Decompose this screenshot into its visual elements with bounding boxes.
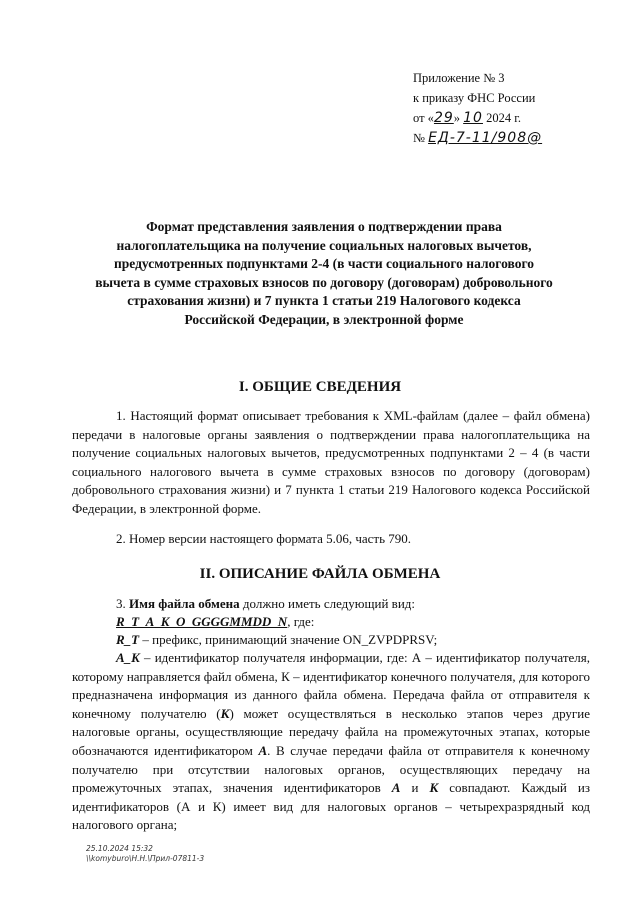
filename-pattern: R_T_A_K_O_GGGGMMDD_N [116, 614, 288, 629]
ak-k-2: К [429, 780, 439, 796]
ak-a-1: А [258, 742, 268, 758]
p3-number: 3. [116, 596, 129, 611]
date-prefix: от « [413, 111, 434, 125]
order-date [413, 108, 613, 128]
ak-a-2: А [391, 780, 401, 796]
date-year: 2024 г. [482, 111, 522, 125]
ak-text-1: – идентификатор получателя информации, где: А – идентификатор получателя, которому направляется файл обмена, К – идентификатор конечного получателя, для которого предназначена информация из данного файла обмена. Передача файла от отправителя к конечному получателю ( [72, 650, 590, 721]
ak-text-3: . В случае передачи файла от отправителя к конечному получателю при отсутствии налоговых органов, осуществляющих передачу на промежуточных этапах, значения идентификаторов [72, 742, 590, 796]
rt-text: – префикс, принимающий значение ON_ZVPDPRSV; [139, 632, 438, 647]
ak-text-4: и [400, 780, 430, 796]
date-mid: » [453, 111, 464, 125]
filename-pattern-line [72, 613, 590, 632]
order-number [413, 128, 613, 148]
ak-text-5: совпадают. Каждый из идентификаторов (А и К) имеет вид для налоговых органов – четырехразрядный код налогового органа; [72, 780, 590, 833]
date-month: 10 [463, 110, 483, 126]
paragraph-1 [72, 407, 590, 519]
print-footer [86, 844, 204, 864]
paragraph-2 [72, 530, 590, 549]
p3-bold-term: Имя файла обмена [129, 596, 240, 611]
order-reference: к приказу ФНС России [413, 91, 536, 105]
date-day: 29 [433, 110, 454, 126]
filename-suffix: , где: [287, 614, 315, 629]
ak-k-1: К [220, 705, 230, 721]
paragraph-3 [72, 595, 590, 614]
paragraph-2-text: 2. Номер версии настоящего формата 5.06, часть 790. [116, 531, 412, 546]
paragraph-1-text: 1. Настоящий формат описывает требования к XML-файлам (далее – файл обмена) передачи в налоговые органы заявления о подтверждении права налогоплательщика на получение социальных налоговых вычетов, предусмотренных подпунктами 2 – 4 (в части социального налогового вычета в сумме страховых взносов по договору (договорам) добровольного страхования жизни) и 7 пункта 1 статьи 219 Налогового кодекса Российской Федерации, в электронной форме. [72, 408, 590, 516]
ak-definition [72, 649, 590, 835]
ak-text-2: ) может осуществляться в несколько этапов через другие налоговые органы, осуществляющие передачу файла на промежуточных этапах, которые обозначаются идентификатором [72, 705, 590, 758]
rt-definition [72, 631, 590, 650]
document-title: Формат представления заявления о подтверждении права налогоплательщика на получение социальных налоговых вычетов, предусмотренных подпунктами 2-4 (в части социального налогового вычета в сумме страховых взносов по договору (договорам) добровольного страхования жизни) и 7 пункта 1 статьи 219 Налогового кодекса Российской Федерации, в электронной форме [95, 219, 553, 327]
section-2-heading: II. ОПИСАНИЕ ФАЙЛА ОБМЕНА [199, 566, 441, 582]
ak-label: A_K [116, 650, 140, 665]
footer-timestamp: 25.10.2024 15:32 [86, 844, 153, 853]
section-1-heading: I. ОБЩИЕ СВЕДЕНИЯ [238, 379, 402, 395]
appendix-number: Приложение № 3 [413, 71, 505, 85]
number-prefix: № [413, 131, 429, 145]
footer-path: \\komyburo\Н.Н.\Прил-07811-3 [86, 854, 205, 863]
p3-rest: должно иметь следующий вид: [239, 596, 416, 611]
order-number-value: ЕД-7-11/908@ [428, 130, 543, 146]
rt-label: R_T [116, 632, 140, 647]
appendix-header [413, 68, 613, 148]
